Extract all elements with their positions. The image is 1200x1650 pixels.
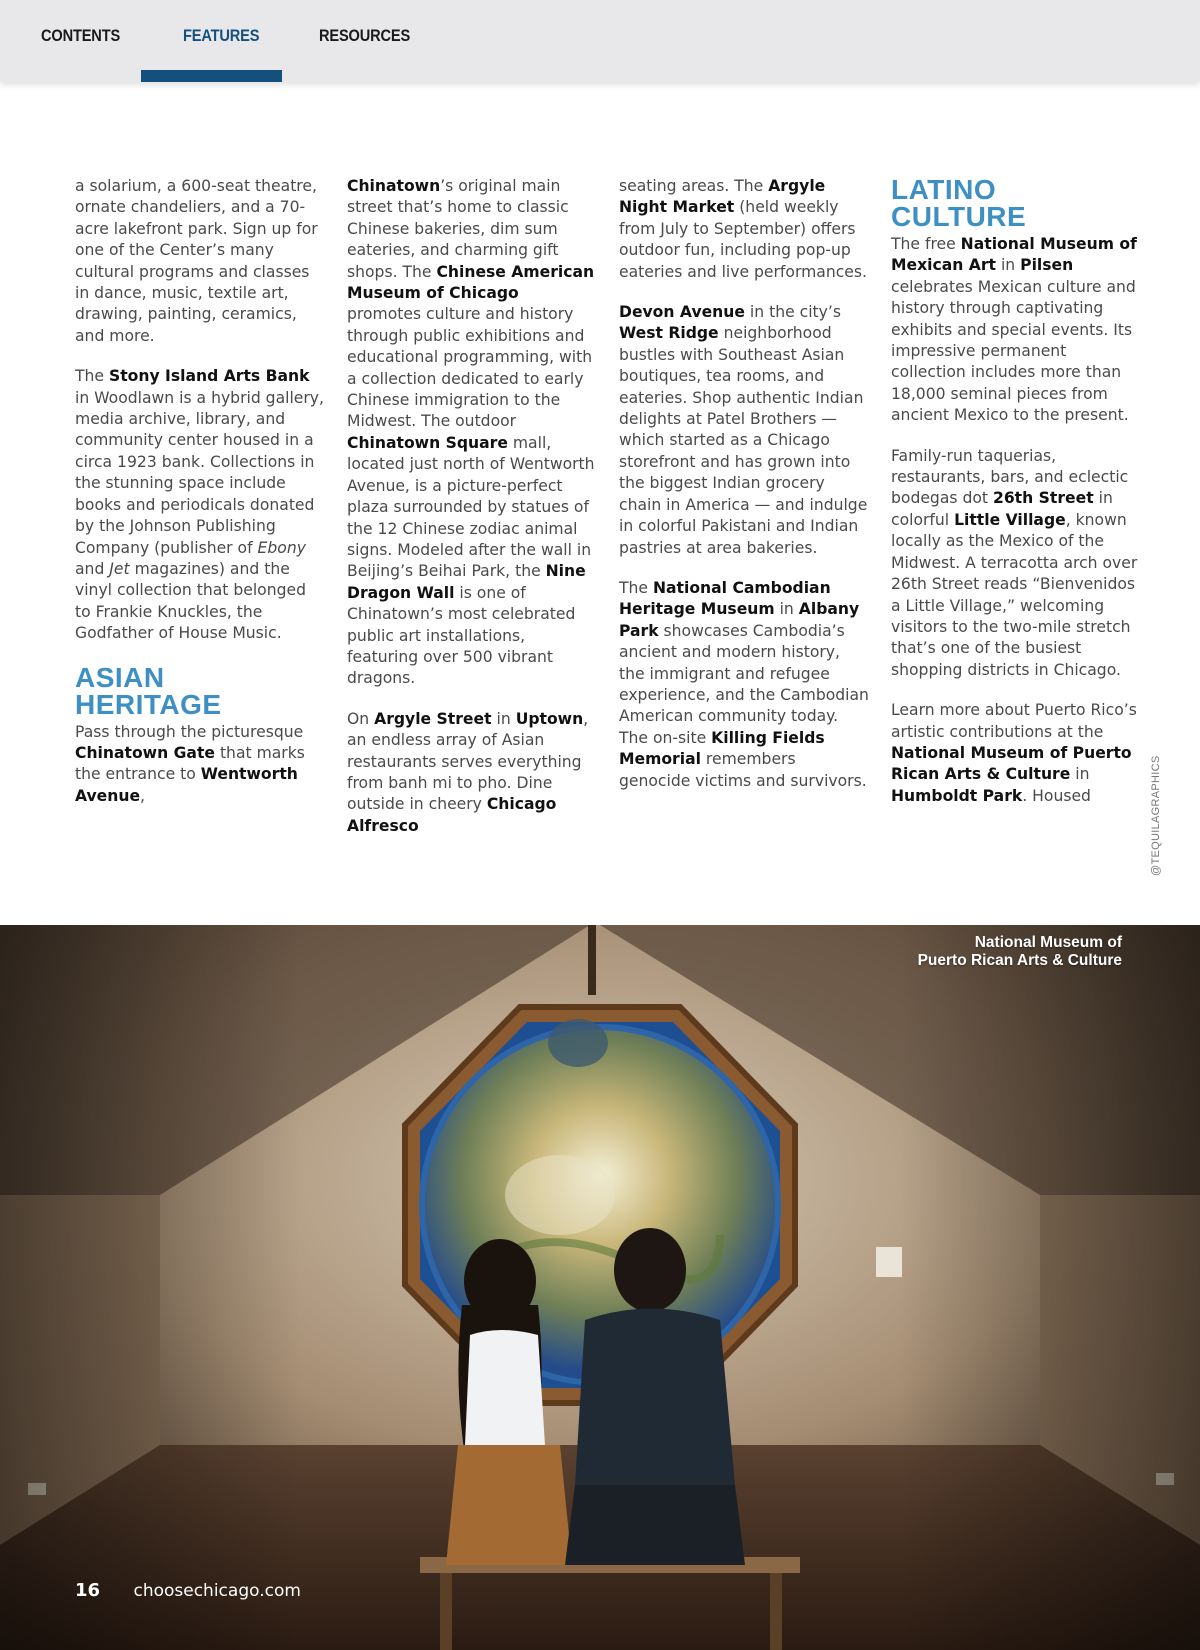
paragraph: a solarium, a 600-seat theatre, ornate chandeliers, and a 70-acre lakefront park. Sign up for one of the Center’s many cultural programs and classes in dance, music, textile art, drawing, painting, ceramics, and more. (75, 177, 318, 345)
paragraph: seating areas. The Argyle Night Market (held weekly from July to September) offers outdoor fun, including pop-up eateries and live performances. (619, 177, 867, 281)
active-tab-indicator (141, 70, 282, 82)
museum-photo (0, 925, 1200, 1650)
paragraph: Family-run taquerias, restaurants, bars, and eclectic bodegas dot 26th Street in colorful Little Village, known locally as the Mexico of the Midwest. A terracotta arch over 26th Street reads “Bienvenidos a Little Village,” welcoming visitors to the two-mile stretch that’s one of the busiest shopping districts in Chicago. (891, 446, 1138, 679)
paragraph: The National Cambodian Heritage Museum in Albany Park showcases Cambodia’s ancient and modern history, the immigrant and refugee experience, and the Cambodian American community today. The on-site Killing Fields Memorial remembers genocide victims and survivors. (619, 578, 869, 790)
paragraph: Learn more about Puerto Rico’s artistic contributions at the National Museum of Puerto Rican Arts & Culture in Humboldt Park. Housed (891, 701, 1137, 805)
photo-credit: @TEQUILAGRAPHICS (1150, 755, 1162, 876)
photo-caption: National Museum of Puerto Rican Arts & Culture (917, 934, 1122, 969)
paragraph: The Stony Island Arts Bank in Woodlawn is a hybrid gallery, media archive, library, and community center housed in a circa 1923 bank. Collections in the stunning space include books and periodicals donated by the Johnson Publishing Company (publisher of Ebony and Jet magazines) and the vinyl collection that belonged to Frankie Knuckles, the Godfather of House Music. (75, 367, 324, 643)
website-link[interactable]: choosechicago.com (133, 1581, 301, 1601)
article-column-3 (619, 176, 869, 811)
article-column-2 (347, 176, 597, 856)
museum-photo-illustration (0, 925, 1200, 1650)
paragraph: Chinatown’s original main street that’s home to classic Chinese bakeries, dim sum eateries, and charming gift shops. The Chinese American Museum of Chicago promotes culture and history through public exhibitions and educational programming, with a collection dedicated to early Chinese immigration to the Midwest. The outdoor Chinatown Square mall, located just north of Wentworth Avenue, is a picture-perfect plaza surrounded by statues of the 12 Chinese zodiac animal signs. Modeled after the wall in Beijing’s Beihai Park, the Nine Dragon Wall is one of Chinatown’s most celebrated public art installations, featuring over 500 vibrant dragons. (347, 177, 595, 688)
section-heading-asian-heritage: ASIAN HERITAGE (75, 661, 222, 720)
tab-resources[interactable]: RESOURCES (319, 26, 411, 45)
article-column-1 (75, 176, 325, 826)
section-heading-latino-culture: LATINO CULTURE (891, 174, 1027, 232)
tab-contents[interactable]: CONTENTS (41, 26, 121, 45)
top-nav (0, 0, 1200, 82)
paragraph: Devon Avenue in the city’s West Ridge neighborhood bustles with Southeast Asian boutiques, tea rooms, and eateries. Shop authentic Indian delights at Patel Brothers — which started as a Chicago storefront and has grown into the biggest Indian grocery chain in America — and indulge in colorful Pakistani and Indian pastries at area bakeries. (619, 303, 868, 557)
paragraph: Pass through the picturesque Chinatown Gate that marks the entrance to Wentworth Avenue, (75, 722, 305, 805)
page-number: 16 (75, 1580, 101, 1601)
paragraph: On Argyle Street in Uptown, an endless array of Asian restaurants serves everything from banh mi to pho. Dine outside in cheery Chicago Alfresco (347, 709, 589, 835)
paragraph: The free National Museum of Mexican Art in Pilsen celebrates Mexican culture and history through captivating exhibits and special events. Its impressive permanent collection includes more than 18,000 seminal pieces from ancient Mexico to the present. (891, 235, 1137, 425)
page-footer (75, 1580, 301, 1601)
article-column-4 (891, 176, 1141, 826)
tab-features[interactable]: FEATURES (183, 26, 260, 45)
